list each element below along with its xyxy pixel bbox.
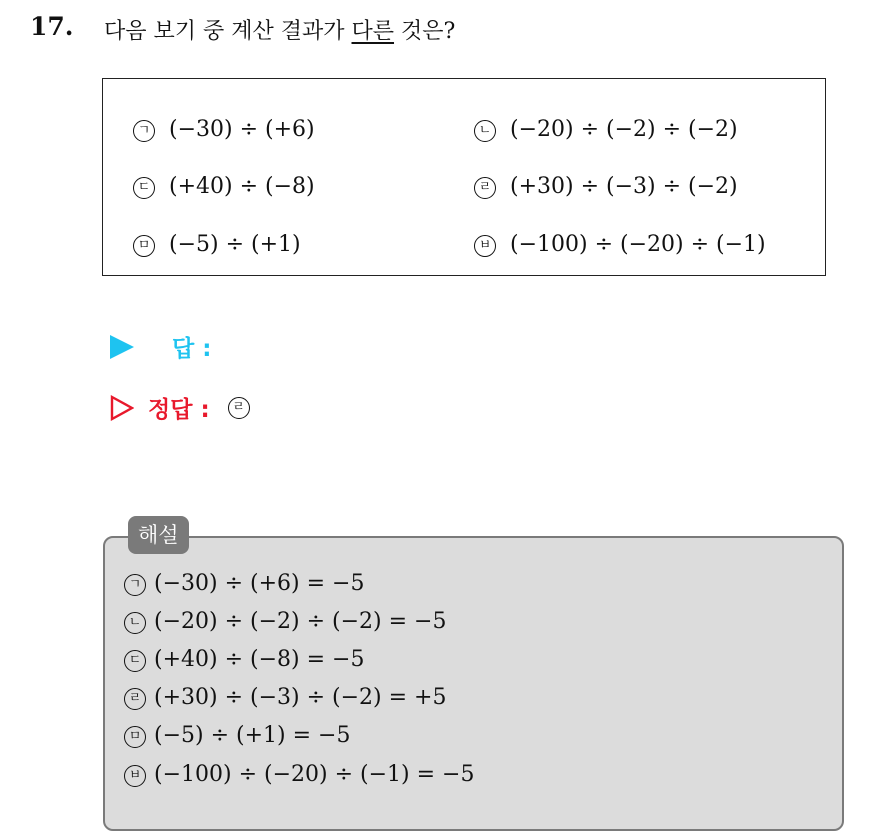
circled-mark: ㄷ [124,650,146,672]
circled-mark: ㅁ [124,726,146,748]
question-text-before: 다음 보기 중 계산 결과가 [104,19,352,44]
answer-row [110,330,211,363]
choice-expression: (−30) ÷ (+6) [169,117,315,142]
choice-item[interactable] [133,232,301,257]
choice-expression: (−20) ÷ (−2) ÷ (−2) [510,117,738,142]
correct-answer-label: 정답 : [148,397,210,423]
solution-line [124,685,446,710]
triangle-filled-icon [110,335,134,359]
circled-mark: ㄹ [124,688,146,710]
solution-line [124,647,364,672]
circled-mark: ㅁ [133,235,155,257]
choice-item[interactable] [474,232,766,257]
answer-label: 답 : [172,336,212,362]
question-underlined-word: 다른 [351,19,395,44]
circled-mark: ㄱ [124,574,146,596]
circled-mark: ㅂ [124,765,146,787]
correct-answer-row [110,391,264,424]
question-text [104,14,455,45]
solution-expression: (+40) ÷ (−8) = −5 [154,647,365,672]
circled-mark: ㄷ [133,177,155,199]
solution-line [124,723,350,748]
correct-answer-mark: ㄹ [228,397,250,419]
choice-item[interactable] [474,174,738,199]
solution-expression: (−30) ÷ (+6) = −5 [154,571,365,596]
choice-item[interactable] [133,117,315,142]
solution-line [124,762,474,787]
question-text-after: 것은? [394,19,456,44]
choice-item[interactable] [133,174,315,199]
question-number: 17. [30,12,74,41]
circled-mark: ㄴ [124,612,146,634]
choice-expression: (+40) ÷ (−8) [169,174,315,199]
circled-mark: ㅂ [474,235,496,257]
choice-expression: (+30) ÷ (−3) ÷ (−2) [510,174,738,199]
solution-expression: (−5) ÷ (+1) = −5 [154,723,351,748]
solution-tab: 해설 [128,516,189,554]
choice-item[interactable] [474,117,738,142]
solution-line [124,609,446,634]
solution-line [124,571,364,596]
solution-expression: (−20) ÷ (−2) ÷ (−2) = −5 [154,609,447,634]
choice-expression: (−5) ÷ (+1) [169,232,301,257]
triangle-outline-icon [110,395,134,421]
circled-mark: ㄱ [133,120,155,142]
choice-expression: (−100) ÷ (−20) ÷ (−1) [510,232,766,257]
solution-expression: (+30) ÷ (−3) ÷ (−2) = +5 [154,685,447,710]
circled-mark: ㄴ [474,120,496,142]
solution-expression: (−100) ÷ (−20) ÷ (−1) = −5 [154,762,475,787]
circled-mark: ㄹ [474,177,496,199]
